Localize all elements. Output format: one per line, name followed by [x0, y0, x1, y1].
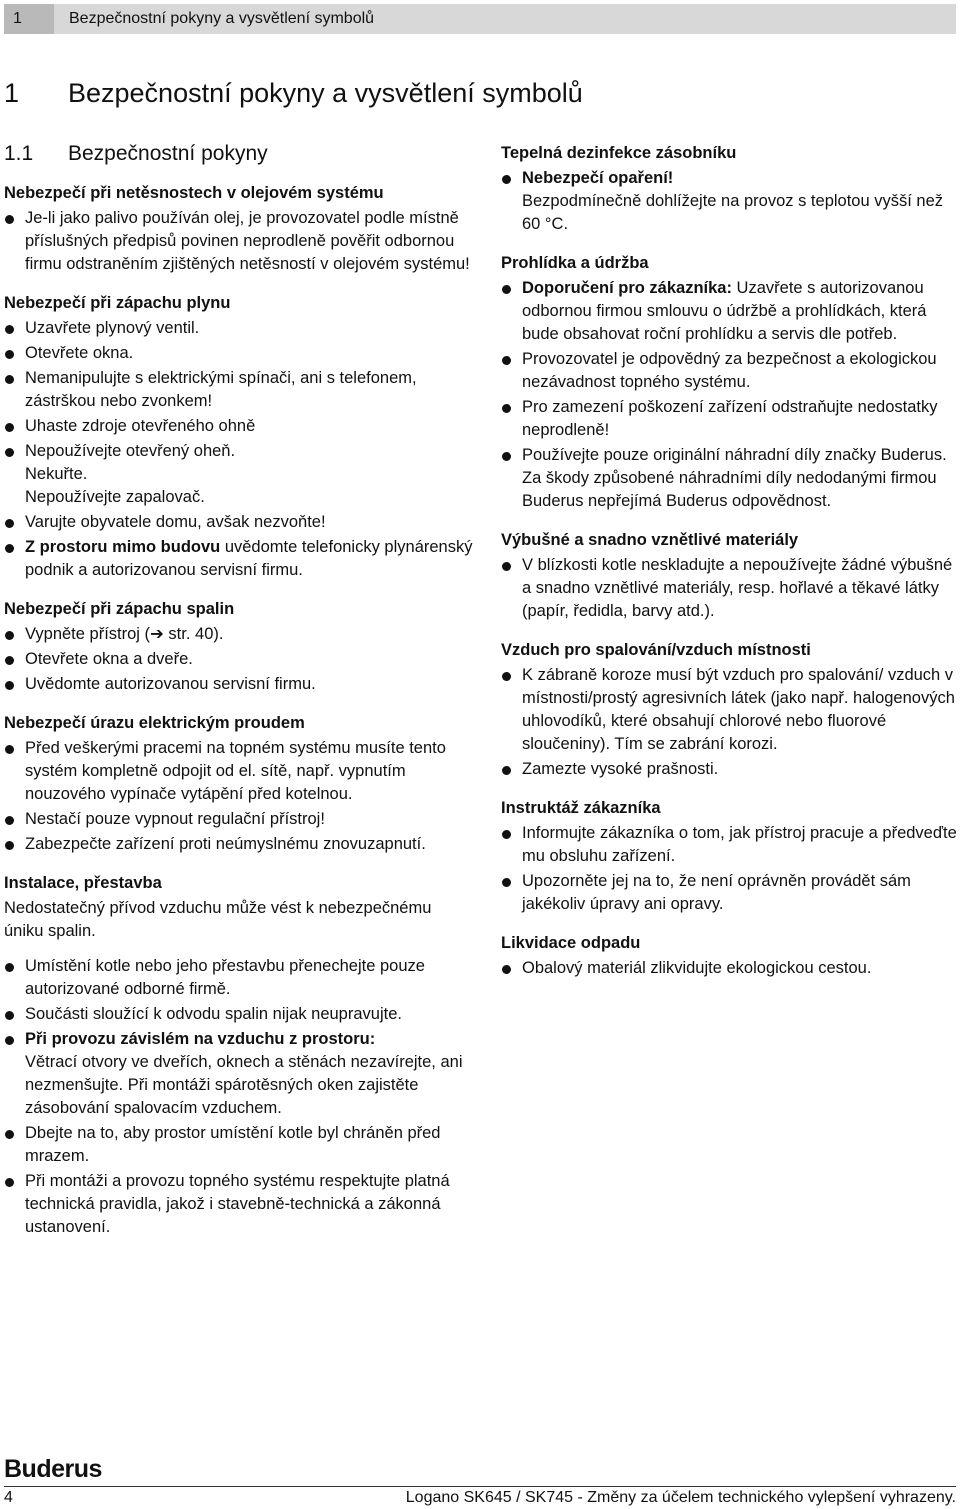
- section-heading: Vzduch pro spalování/vzduch místnosti: [501, 641, 811, 659]
- page-number: 4: [4, 1489, 13, 1506]
- list-item: Uhaste zdroje otevřeného ohně: [4, 415, 474, 438]
- footer-divider: [4, 1486, 956, 1487]
- section-heading: Nebezpečí při netěsnostech v olejovém systému: [4, 184, 384, 202]
- list-item: Uvědomte autorizovanou servisní firmu.: [4, 673, 474, 696]
- list-item: Nestačí pouze vypnout regulační přístroj!: [4, 808, 474, 831]
- list-item: Otevřete okna.: [4, 342, 474, 365]
- header-title: Bezpečnostní pokyny a vysvětlení symbolů: [69, 10, 375, 27]
- section-oil-leak: [4, 182, 474, 276]
- list-item: Obalový materiál zlikvidujte ekologickou cestou.: [501, 957, 959, 980]
- bullet-icon: [502, 452, 511, 461]
- bullet-icon: [5, 745, 14, 754]
- section-maintenance: [501, 252, 959, 513]
- bullet-icon: [5, 544, 14, 553]
- list-item: Otevřete okna a dveře.: [4, 648, 474, 671]
- section-customer-instruction: [501, 797, 959, 916]
- list-item: Provozovatel je odpovědný za bezpečnost a ekologickou nezávadnost topného systému.: [501, 348, 959, 394]
- list-item: Nebezpečí opaření! Bezpodmínečně dohlížejte na provoz s teplotou vyšší než 60 °C.: [501, 167, 959, 236]
- section-explosive-materials: [501, 529, 959, 623]
- bullet-icon: [502, 878, 511, 887]
- section-flue-smell: [4, 598, 474, 696]
- bullet-icon: [502, 766, 511, 775]
- left-column: [4, 142, 474, 1241]
- bullet-icon: [5, 325, 14, 334]
- heading-text: Bezpečnostní pokyny a vysvětlení symbolů: [68, 78, 583, 108]
- list-item: Zabezpečte zařízení proti neúmyslnému znovuzapnutí.: [4, 833, 474, 856]
- right-column: [501, 142, 959, 982]
- bullet-icon: [502, 830, 511, 839]
- bullet-icon: [5, 841, 14, 850]
- heading-number: 1: [4, 78, 20, 108]
- section-electric-shock: [4, 712, 474, 856]
- bullet-icon: [5, 519, 14, 528]
- section-heading: Nebezpečí při zápachu spalin: [4, 600, 235, 618]
- list-item: Před veškerými pracemi na topném systému musíte tento systém kompletně odpojit od el. sítě, např. vypnutím nouzového vypínače vytápění před kotelnou.: [4, 737, 474, 806]
- list-item: K zábraně koroze musí být vzduch pro spalování/ vzduch v místnosti/prostý agresivních látek (jako např. halogenových uhlovodíků, které obsahují chlorové nebo fluorové sloučeniny). Tím se zabrání korozi.: [501, 664, 959, 756]
- list-item: Upozorněte jej na to, že není oprávněn provádět sám jakékoliv úpravy ani opravy.: [501, 870, 959, 916]
- bullet-icon: [5, 215, 14, 224]
- bullet-icon: [5, 1178, 14, 1187]
- section-disposal: [501, 932, 959, 980]
- page-title: [4, 78, 583, 109]
- section-text: Bezpečnostní pokyny: [68, 142, 268, 165]
- buderus-logo: Buderus: [4, 1455, 102, 1483]
- section-installation: [4, 872, 474, 1239]
- section-combustion-air: [501, 639, 959, 781]
- paragraph: Nedostatečný přívod vzduchu může vést k nebezpečnému úniku spalin.: [4, 899, 432, 940]
- section-number: 1.1: [4, 142, 34, 165]
- header-bar: [4, 4, 956, 34]
- bullet-icon: [502, 562, 511, 571]
- bullet-icon: [5, 1130, 14, 1139]
- list-item: Nemanipulujte s elektrickými spínači, ani s telefonem, zástrškou nebo zvonkem!: [4, 367, 474, 413]
- bullet-icon: [502, 404, 511, 413]
- section-heading: Výbušné a snadno vznětlivé materiály: [501, 531, 799, 549]
- section-title: [4, 142, 474, 166]
- chapter-number: 1: [4, 4, 54, 34]
- list-item: Součásti sloužící k odvodu spalin nijak neupravujte.: [4, 1003, 474, 1026]
- section-disinfection: [501, 142, 959, 236]
- bullet-icon: [5, 375, 14, 384]
- list-item: Je-li jako palivo používán olej, je provozovatel podle místně příslušných předpisů povinen neprodleně pověřit odbornou firmu odstraněním zjištěných netěsností v olejovém systému!: [4, 207, 474, 276]
- list-item: Z prostoru mimo budovu uvědomte telefonicky plynárenský podnik a autorizovanou servisní firmu.: [4, 536, 474, 582]
- list-item: Dbejte na to, aby prostor umístění kotle byl chráněn před mrazem.: [4, 1122, 474, 1168]
- bullet-icon: [5, 681, 14, 690]
- list-item: Pro zamezení poškození zařízení odstraňujte nedostatky neprodleně!: [501, 396, 959, 442]
- bullet-icon: [5, 1011, 14, 1020]
- section-heading: Instalace, přestavba: [4, 874, 162, 892]
- bullet-icon: [5, 656, 14, 665]
- list-item: Doporučení pro zákazníka: Uzavřete s autorizovanou odbornou firmou smlouvu o údržbě a prohlídkách, která bude obsahovat roční prohlídku a servis dle potřeb.: [501, 277, 959, 346]
- bullet-icon: [5, 963, 14, 972]
- bullet-icon: [502, 672, 511, 681]
- list-item: V blízkosti kotle neskladujte a nepoužívejte žádné výbušné a snadno vznětlivé materiály, resp. hořlavé a těkavé látky (papír, ředidla, barvy atd.).: [501, 554, 959, 623]
- bullet-icon: [502, 965, 511, 974]
- bullet-icon: [5, 423, 14, 432]
- bullet-icon: [502, 356, 511, 365]
- bullet-icon: [5, 350, 14, 359]
- section-heading: Nebezpečí při zápachu plynu: [4, 294, 231, 312]
- bullet-icon: [5, 1036, 14, 1045]
- bullet-icon: [5, 448, 14, 457]
- list-item: Používejte pouze originální náhradní díly značky Buderus. Za škody způsobené náhradními díly nedodanými firmou Buderus nepřejímá Buderus odpovědnost.: [501, 444, 959, 513]
- list-item: Zamezte vysoké prašnosti.: [501, 758, 959, 781]
- footer-text: Logano SK645 / SK745 - Změny za účelem technického vylepšení vyhrazeny.: [405, 1489, 956, 1506]
- list-item: Varujte obyvatele domu, avšak nezvoňte!: [4, 511, 474, 534]
- section-gas-smell: [4, 292, 474, 582]
- list-item: Nepoužívejte otevřený oheň. Nekuřte. Nepoužívejte zapalovač.: [4, 440, 474, 509]
- bullet-icon: [5, 631, 14, 640]
- list-item: Umístění kotle nebo jeho přestavbu přenechejte pouze autorizované odborné firmě.: [4, 955, 474, 1001]
- list-item: Při provozu závislém na vzduchu z prostoru: Větrací otvory ve dveřích, oknech a stěnách nezavírejte, ani nezmenšujte. Při montáži spárotěsných oken zajistěte zásobování spalovacím vzduchem.: [4, 1028, 474, 1120]
- section-heading: Tepelná dezinfekce zásobníku: [501, 144, 737, 162]
- section-heading: Likvidace odpadu: [501, 934, 641, 952]
- bullet-icon: [502, 285, 511, 294]
- list-item: Uzavřete plynový ventil.: [4, 317, 474, 340]
- list-item: Při montáži a provozu topného systému respektujte platná technická pravidla, jakož i stavebně-technická a zákonná ustanovení.: [4, 1170, 474, 1239]
- list-item: Vypněte přístroj (➔ str. 40).: [4, 623, 474, 646]
- section-heading: Instruktáž zákazníka: [501, 799, 661, 817]
- section-heading: Nebezpečí úrazu elektrickým proudem: [4, 714, 305, 732]
- section-heading: Prohlídka a údržba: [501, 254, 649, 272]
- list-item: Informujte zákazníka o tom, jak přístroj pracuje a předveďte mu obsluhu zařízení.: [501, 822, 959, 868]
- bullet-icon: [5, 816, 14, 825]
- bullet-icon: [502, 175, 511, 184]
